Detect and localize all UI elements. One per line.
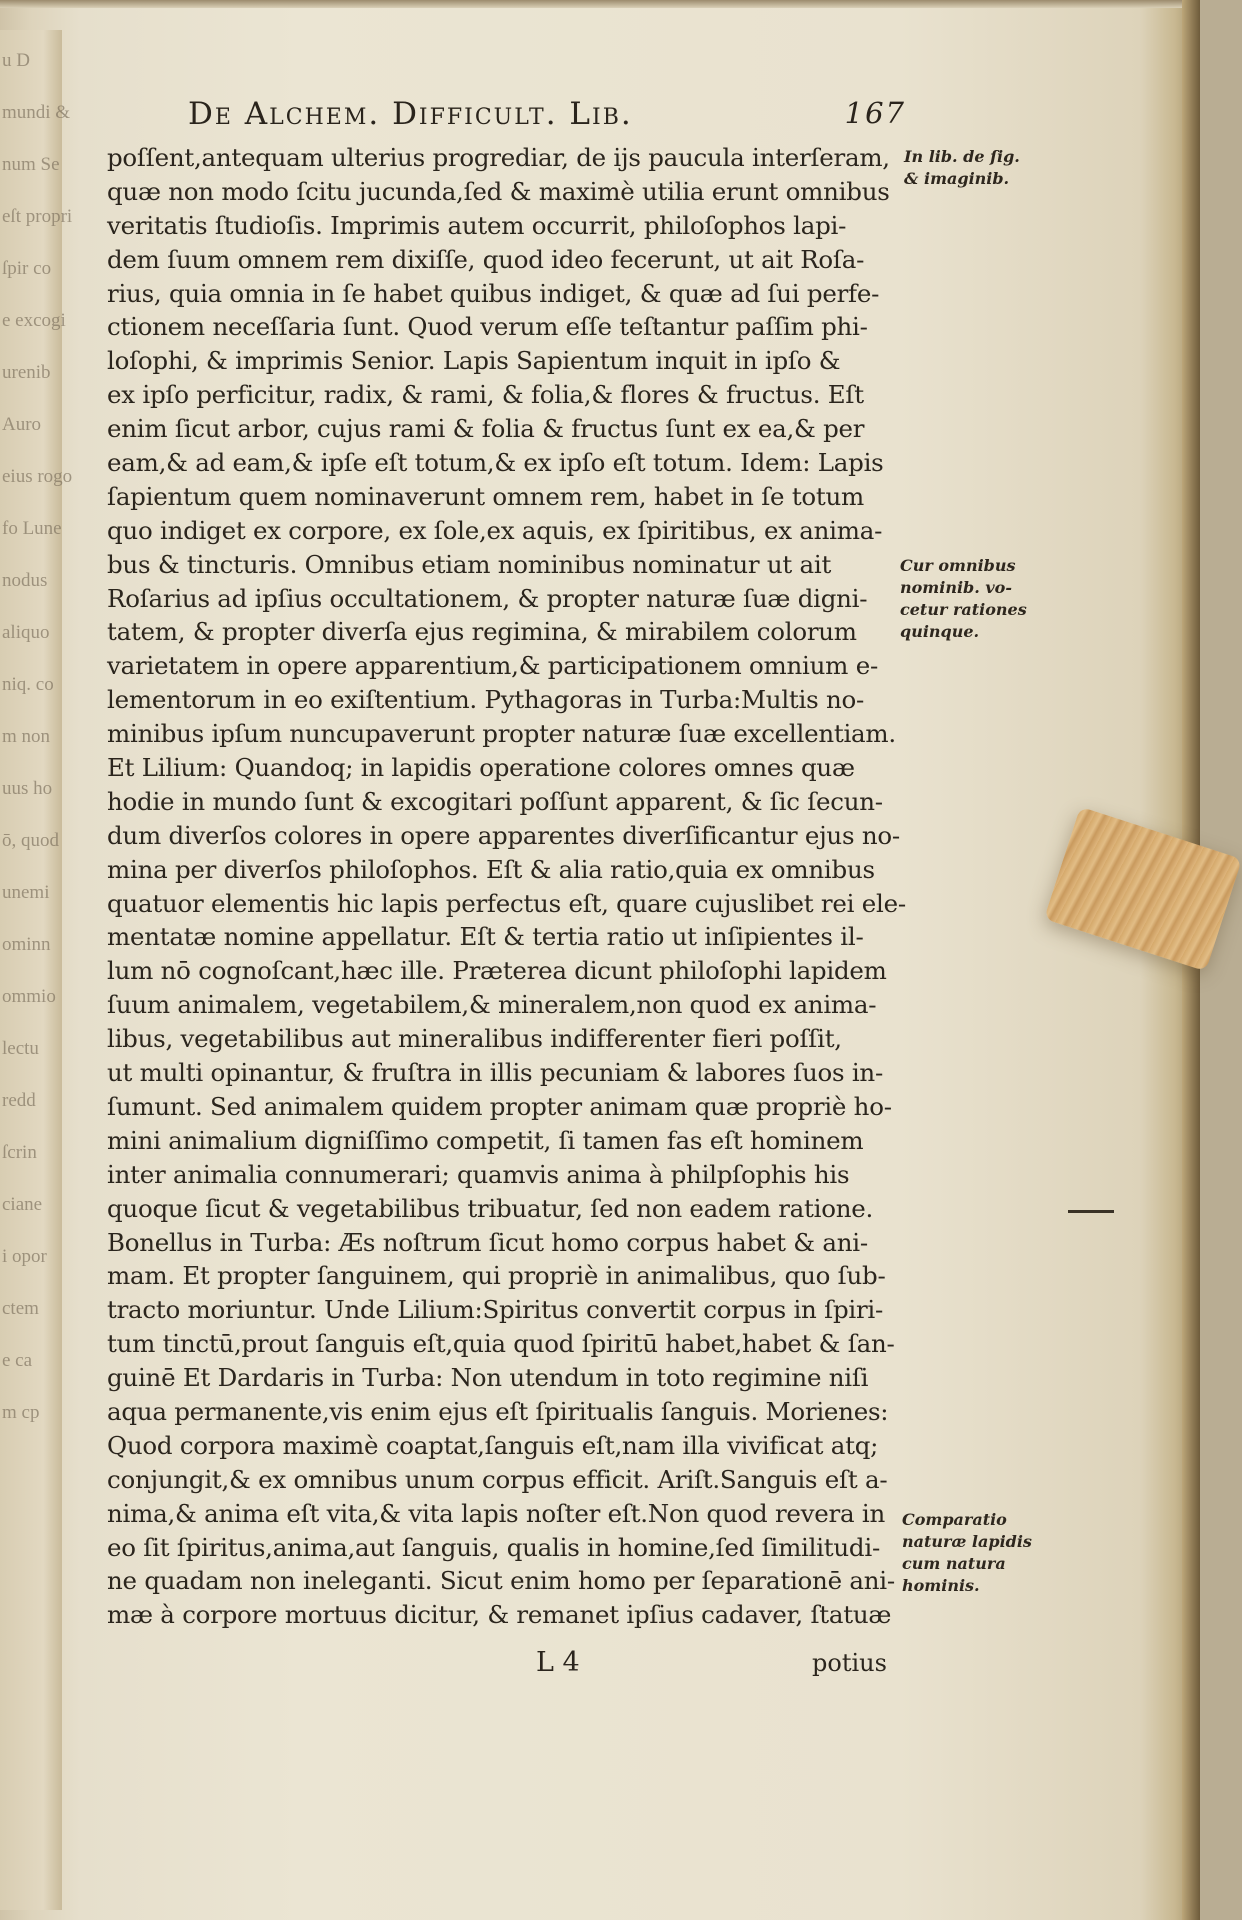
bleed-fragment: uus ho — [2, 778, 53, 799]
running-title: De Alchem. Difficult. Lib. — [188, 96, 633, 132]
margin-note-line: & imaginib. — [904, 169, 1010, 188]
text-line: guinē Et Dardaris in Turba: Non utendum in toto regimine niſi — [107, 1363, 869, 1393]
text-line: lum nō cognoſcant,hæc ille. Præterea dicunt philoſophi lapidem — [107, 956, 887, 986]
facing-page-bleed — [0, 30, 73, 1910]
text-line: ſuum animalem, vegetabilem,& mineralem,non quod ex anima- — [107, 990, 877, 1020]
text-line: nima,& anima eſt vita,& vita lapis noſter eſt.Non quod revera in — [107, 1498, 885, 1528]
main-text-block — [107, 141, 906, 1632]
bleed-fragment: num Se — [2, 154, 60, 175]
signature-mark: L 4 — [536, 1647, 580, 1678]
bleed-fragment: m non — [2, 726, 51, 747]
bleed-fragment: aliquo — [2, 622, 50, 643]
bleed-fragment: ſpir co — [2, 258, 52, 279]
bleed-fragment: i opor — [2, 1246, 47, 1267]
text-line: libus, vegetabilibus aut mineralibus indifferenter fieri poſſit, — [107, 1024, 842, 1054]
bleed-fragment: eſt propri — [2, 206, 73, 227]
margin-note-line: hominis. — [902, 1576, 980, 1595]
text-line: lementorum in eo exiſtentium. Pythagoras in Turba:Multis no- — [107, 685, 865, 715]
bleed-fragment: u D — [2, 50, 30, 71]
text-line: tatem, & propter diverſa ejus regimina, & mirabilem colorum — [107, 617, 857, 647]
text-line: Roſarius ad ipſius occultationem, & propter naturæ ſuæ digni- — [107, 583, 868, 613]
bleed-fragment: Auro — [2, 414, 42, 435]
text-line: ne quadam non ineleganti. Sicut enim homo per ſeparationē ani- — [107, 1566, 895, 1596]
text-line: bus & tincturis. Omnibus etiam nominibus nominatur ut ait — [107, 549, 832, 579]
bleed-fragment: m cp — [2, 1402, 40, 1423]
margin-note-line: nominib. vo- — [900, 578, 1012, 597]
text-line: rius, quia omnia in ſe habet quibus indiget, & quæ ad ſui perfe- — [107, 278, 880, 308]
margin-note-line: cum natura — [902, 1554, 1006, 1573]
text-line: Quod corpora maximè coaptat,ſanguis eſt,nam illa vivificat atq; — [107, 1430, 879, 1460]
bleed-fragment: eius rogo — [2, 466, 73, 487]
text-line: quoque ſicut & vegetabilibus tribuatur, ſed non eadem ratione. — [107, 1193, 874, 1223]
running-header — [188, 96, 906, 142]
text-line: ctionem neceſſaria ſunt. Quod verum eſſe teſtantur paſſim phi- — [107, 312, 868, 342]
bleed-fragment: nodus — [2, 570, 48, 591]
bleed-fragment: mundi & — [2, 102, 71, 123]
bleed-fragment: e ca — [2, 1350, 33, 1371]
page-number: 167 — [844, 96, 906, 130]
text-line: varietatem in opere apparentium,& participationem omnium e- — [107, 651, 878, 681]
text-line: loſophi, & imprimis Senior. Lapis Sapientum inquit in ipſo & — [107, 346, 841, 376]
text-line: tracto moriuntur. Unde Lilium:Spiritus convertit corpus in ſpiri- — [107, 1295, 884, 1325]
text-line: ſapientum quem nominaverunt omnem rem, habet in ſe totum — [107, 481, 865, 511]
text-line: tum tinctū,prout ſanguis eſt,quia quod ſpiritū habet,habet & ſan- — [107, 1329, 895, 1359]
bleed-fragment: unemi — [2, 882, 50, 903]
margin-note-line: In lib. de ſig. — [904, 147, 1020, 166]
catchword: potius — [812, 1649, 887, 1677]
text-line: ſumunt. Sed animalem quidem propter animam quæ propriè ho- — [107, 1091, 892, 1121]
text-line: Et Lilium: Quandoq; in lapidis operatione colores omnes quæ — [107, 753, 855, 783]
text-line: poſſent,antequam ulterius progrediar, de ijs paucula interſeram, — [107, 143, 890, 172]
text-line: quæ non modo ſcitu jucunda,ſed & maximè utilia erunt omnibus — [107, 176, 890, 206]
margin-note-line: Cur omnibus — [900, 556, 1016, 575]
margin-note-de-sig — [904, 146, 1020, 190]
text-line: minibus ipſum nuncupaverunt propter naturæ ſuæ excellentiam. — [107, 719, 896, 749]
text-line: Bonellus in Turba: Æs noſtrum ſicut homo corpus habet & ani- — [107, 1227, 868, 1257]
bleed-fragment: redd — [2, 1090, 36, 1111]
text-line: ut multi opinantur, & fruſtra in illis pecuniam & labores ſuos in- — [107, 1058, 883, 1088]
text-line: quatuor elementis hic lapis perfectus eſt, quare cujuslibet rei ele- — [107, 888, 906, 918]
bleed-fragment: ommio — [2, 986, 56, 1007]
margin-note-line: cetur rationes — [900, 600, 1027, 619]
bleed-fragment: e excogi — [2, 310, 66, 331]
text-line: inter animalia connumerari; quamvis anima à philpſophis his — [107, 1159, 850, 1189]
text-line: hodie in mundo ſunt & excogitari poſſunt apparent, & ſic ſecun- — [107, 786, 883, 816]
text-line: conjungit,& ex omnibus unum corpus efficit. Ariſt.Sanguis eſt a- — [107, 1464, 888, 1494]
margin-note-line: quinque. — [900, 622, 980, 641]
text-line: mentatæ nomine appellatur. Eſt & tertia ratio ut inſipientes il- — [107, 922, 864, 952]
margin-note-line: naturæ lapidis — [902, 1532, 1032, 1551]
text-line: dem ſuum omnem rem dixiſſe, quod ideo fecerunt, ut ait Roſa- — [107, 244, 865, 274]
bleed-fragment: ctem — [2, 1298, 39, 1319]
bleed-fragment: ſcrin — [2, 1142, 37, 1163]
text-line: eo ſit ſpiritus,anima,aut ſanguis, qualis in homine,ſed ſimilitudi- — [107, 1532, 880, 1562]
text-line: mina per diverſos philoſophos. Eſt & alia ratio,quia ex omnibus — [107, 854, 875, 884]
bleed-fragment: lectu — [2, 1038, 39, 1059]
bleed-fragment: fo Lune — [2, 518, 62, 539]
text-line: aqua permanente,vis enim ejus eſt ſpiritualis ſanguis. Morienes: — [107, 1396, 889, 1426]
bleed-fragment: urenib — [2, 362, 51, 383]
text-line: dum diverſos colores in opere apparentes diverſificantur ejus no- — [107, 820, 900, 850]
page-top-edge — [0, 0, 1200, 8]
margin-note-comparatio — [902, 1509, 1032, 1597]
text-line: eam,& ad eam,& ipſe eſt totum,& ex ipſo eſt totum. Idem: Lapis — [107, 448, 884, 478]
margin-note-cur-omnibus — [900, 555, 1027, 643]
margin-note-line: Comparatio — [902, 1510, 1007, 1529]
text-line: quo indiget ex corpore, ex ſole,ex aquis, ex ſpiritibus, ex anima- — [107, 515, 883, 545]
bleed-fragment: ominn — [2, 934, 51, 955]
text-line: mini animalium digniſſimo competit, ſi tamen fas eſt hominem — [107, 1125, 864, 1155]
bleed-fragment: ō, quod — [2, 830, 59, 851]
text-line: veritatis ſtudioſis. Imprimis autem occurrit, philoſophos lapi- — [107, 210, 847, 240]
text-line: mæ à corpore mortuus dicitur, & remanet ipſius cadaver, ſtatuæ — [107, 1600, 892, 1630]
text-line: ex ipſo perficitur, radix, & rami, & folia,& flores & fructus. Eſt — [107, 380, 864, 410]
bleed-fragment: ciane — [2, 1194, 43, 1215]
text-line: mam. Et propter ſanguinem, qui propriè in animalibus, quo ſub- — [107, 1261, 886, 1291]
text-line: enim ſicut arbor, cujus rami & folia & fructus ſunt ex ea,& per — [107, 414, 865, 444]
margin-rule-mark — [1068, 1210, 1114, 1213]
bleed-fragment: niq. co — [2, 674, 54, 695]
